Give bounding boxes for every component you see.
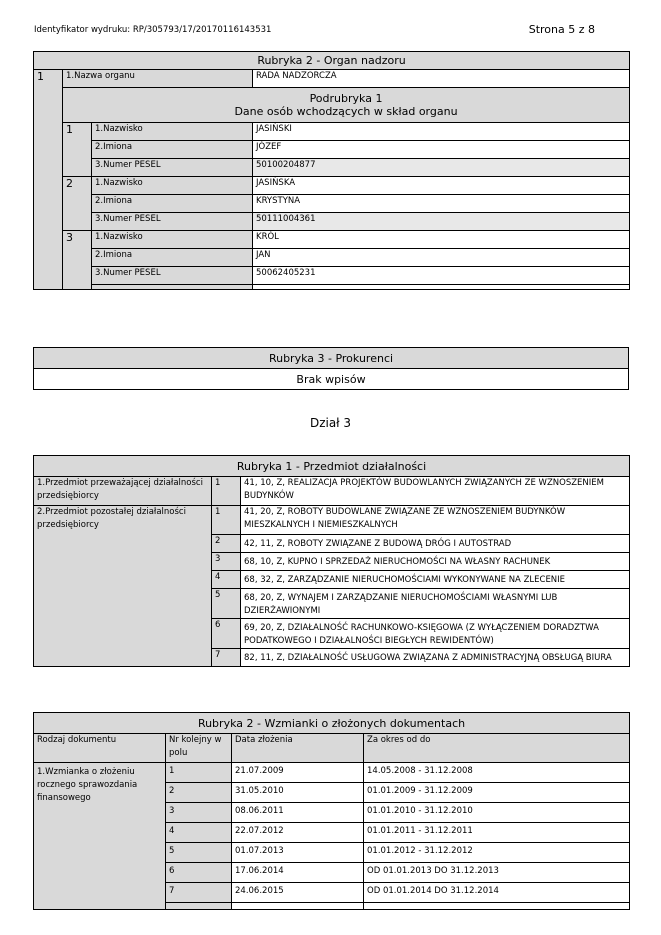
main-activity-label: 1.Przedmiot przeważającej działalności przedsiębiorcy [34,477,212,506]
doc-number: 5 [166,843,232,863]
main-activity-number: 1 [212,477,241,506]
surname-label: 1.Nazwisko [92,231,253,249]
names-label: 2.Imiona [92,141,253,159]
doc-date: 31.05.2010 [232,783,364,803]
surname-value: JASIŃSKI [253,123,630,141]
doc-date: 21.07.2009 [232,763,364,783]
activity-number: 2 [212,535,241,553]
activity-number: 5 [212,589,241,619]
pesel-label: 3.Numer PESEL [92,267,253,285]
spacer-cell [232,903,364,910]
doc-period: OD 01.01.2013 DO 31.12.2013 [364,863,630,883]
col-header-number: Nr kolejny w polu [166,734,232,763]
names-label: 2.Imiona [92,195,253,213]
surname-value: JASIŃSKA [253,177,630,195]
doc-date: 08.06.2011 [232,803,364,823]
prokurenci-value: Brak wpisów [34,369,629,390]
podrubryka-subtitle: Dane osób wchodzących w skład organu [234,105,458,118]
doc-type-label: 1.Wzmianka o złożeniu rocznego sprawozdania finansowego [34,763,166,910]
col-header-period: Za okres od do [364,734,630,763]
organ-title: Rubryka 2 - Organ nadzoru [34,52,630,70]
activity-number: 3 [212,553,241,571]
doc-date: 01.07.2013 [232,843,364,863]
doc-number: 7 [166,883,232,903]
activity-number: 7 [212,649,241,667]
prokurenci-table [33,347,629,390]
activity-value: 68, 20, Z, WYNAJEM I ZARZĄDZANIE NIERUCHOMOŚCIAMI WŁASNYMI LUB DZIERŻAWIONYMI [241,589,630,619]
activity-number: 6 [212,619,241,649]
doc-number: 2 [166,783,232,803]
activity-value: 69, 20, Z, DZIAŁALNOŚĆ RACHUNKOWO-KSIĘGOWA (Z WYŁĄCZENIEM DORADZTWA PODATKOWEGO I DZIAŁALNOŚCI BIEGŁYCH REWIDENTÓW) [241,619,630,649]
doc-period: 01.01.2012 - 31.12.2012 [364,843,630,863]
surname-value: KRÓL [253,231,630,249]
col-header-type: Rodzaj dokumentu [34,734,166,763]
names-value: JÓZEF [253,141,630,159]
doc-period: OD 01.01.2014 DO 31.12.2014 [364,883,630,903]
person-number: 2 [63,177,92,231]
spacer-cell [364,903,630,910]
col-header-date: Data złożenia [232,734,364,763]
doc-date: 24.06.2015 [232,883,364,903]
dokumenty-title: Rubryka 2 - Wzmianki o złożonych dokumentach [34,713,630,734]
organ-name-label: 1.Nazwa organu [63,70,253,88]
organ-table [33,51,630,290]
doc-date: 22.07.2012 [232,823,364,843]
pesel-value: 50062405231 [253,267,630,285]
doc-date: 17.06.2014 [232,863,364,883]
spacer-cell [253,285,630,290]
doc-number: 4 [166,823,232,843]
dzialalnosc-title: Rubryka 1 - Przedmiot działalności [34,456,630,477]
dzial-heading: Dział 3 [309,416,352,430]
names-value: KRYSTYNA [253,195,630,213]
podrubryka-label: Podrubryka 1 [309,92,383,105]
doc-number: 6 [166,863,232,883]
dzialalnosc-table [33,455,630,667]
activity-value: 42, 11, Z, ROBOTY ZWIĄZANE Z BUDOWĄ DRÓG I AUTOSTRAD [241,535,630,553]
doc-number: 1 [166,763,232,783]
activity-value: 68, 32, Z, ZARZĄDZANIE NIERUCHOMOŚCIAMI WYKONYWANE NA ZLECENIE [241,571,630,589]
names-value: JAN [253,249,630,267]
doc-period: 01.01.2011 - 31.12.2011 [364,823,630,843]
print-identifier: Identyfikator wydruku: RP/305793/17/20170116143531 [34,25,272,35]
pesel-label: 3.Numer PESEL [92,159,253,177]
activity-value: 82, 11, Z, DZIAŁALNOŚĆ USŁUGOWA ZWIĄZANA Z ADMINISTRACYJNĄ OBSŁUGĄ BIURA [241,649,630,667]
page-number: Strona 5 z 8 [528,23,595,36]
doc-period: 14.05.2008 - 31.12.2008 [364,763,630,783]
organ-row-number: 1 [34,70,63,290]
person-number: 3 [63,231,92,290]
pesel-value: 50100204877 [253,159,630,177]
activity-number: 4 [212,571,241,589]
names-label: 2.Imiona [92,249,253,267]
person-number: 1 [63,123,92,177]
doc-period: 01.01.2009 - 31.12.2009 [364,783,630,803]
activity-value: 41, 20, Z, ROBOTY BUDOWLANE ZWIĄZANE ZE WZNOSZENIEM BUDYNKÓW MIESZKALNYCH I NIEMIESZKALNYCH [241,506,630,535]
podrubryka-title [63,88,630,123]
pesel-value: 50111004361 [253,213,630,231]
doc-period: 01.01.2010 - 31.12.2010 [364,803,630,823]
activity-number: 1 [212,506,241,535]
pesel-label: 3.Numer PESEL [92,213,253,231]
spacer-cell [166,903,232,910]
spacer-cell [92,285,253,290]
doc-number: 3 [166,803,232,823]
dokumenty-table [33,712,630,910]
organ-name-value: RADA NADZORCZA [253,70,630,88]
other-activity-label: 2.Przedmiot pozostałej działalności przedsiębiorcy [34,506,212,667]
prokurenci-title: Rubryka 3 - Prokurenci [34,348,629,369]
main-activity-value: 41, 10, Z, REALIZACJA PROJEKTÓW BUDOWLANYCH ZWIĄZANYCH ZE WZNOSZENIEM BUDYNKÓW [241,477,630,506]
surname-label: 1.Nazwisko [92,123,253,141]
activity-value: 68, 10, Z, KUPNO I SPRZEDAŻ NIERUCHOMOŚCI NA WŁASNY RACHUNEK [241,553,630,571]
surname-label: 1.Nazwisko [92,177,253,195]
